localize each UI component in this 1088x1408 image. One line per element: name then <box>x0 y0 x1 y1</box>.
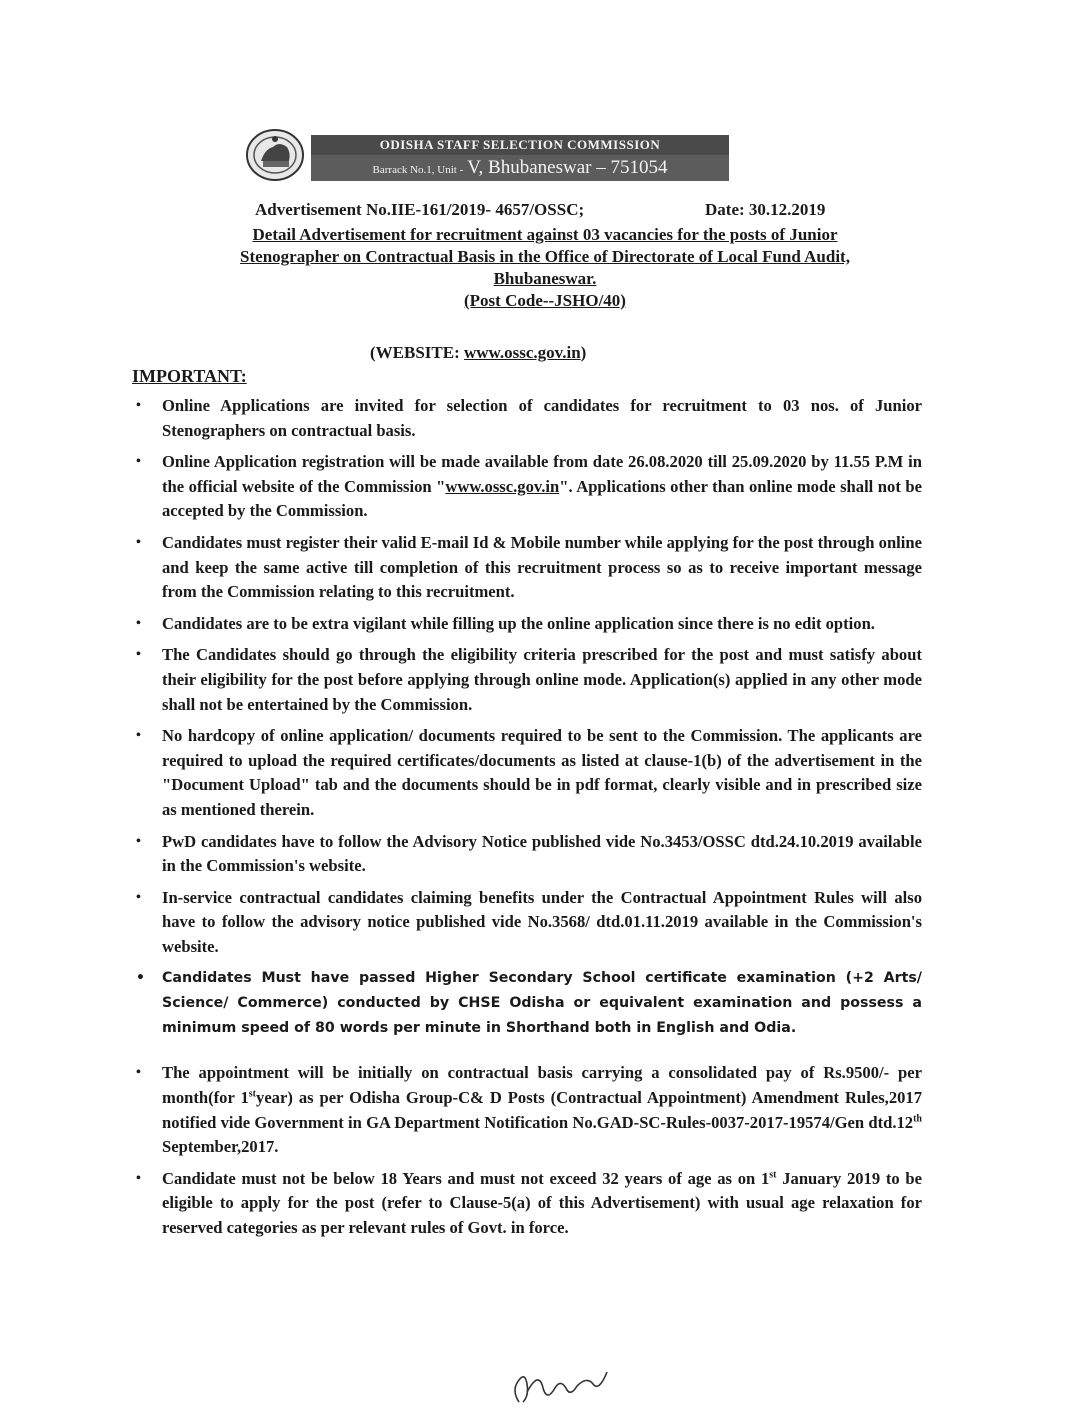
letterhead <box>243 127 739 185</box>
advertisement-line <box>255 200 855 220</box>
address-city: V, Bhubaneswar – 751054 <box>467 157 668 178</box>
advertisement-heading <box>150 224 940 312</box>
bullet-icon: • <box>136 534 141 550</box>
letterhead-title-band <box>311 135 729 155</box>
heading-line-3: Bhubaneswar. <box>493 269 597 288</box>
website-label: (WEBSITE: <box>370 343 464 362</box>
list-item: • Online Applications are invited for selection of candidates for recruitment to 03 nos. of Junior Stenographers on contractual basis. <box>136 396 922 440</box>
bullet-icon: • <box>136 615 141 631</box>
advertisement-date: Date: 30.12.2019 <box>705 200 826 219</box>
letterhead-address-band <box>311 155 729 181</box>
address-small: Barrack No.1, Unit - <box>372 164 464 176</box>
bullet-icon: • <box>136 970 145 987</box>
list-item: • The Candidates should go through the eligibility criteria prescribed for the post and must satisfy about their eligibility for the post before applying through online mode. Application(s) applied in any other mode shall not be entertained by the Commission. <box>136 645 922 714</box>
bullet-icon: • <box>136 833 141 849</box>
list-item: • The appointment will be initially on contractual basis carrying a consolidated pay of Rs.9500/- per month(for 1styear) as per Odisha Group-C& D Posts (Contractual Appointment) Amendment Rules,2017 notified vide Government in GA Department Notification No.GAD-SC-Rules-0037-2017-19574/Gen dtd.12th September,2017. <box>136 1063 923 1157</box>
handwritten-signature <box>505 1362 615 1406</box>
website-close: ) <box>580 343 587 362</box>
list-item: • In-service contractual candidates claiming benefits under the Contractual Appointment Rules will also have to follow the advisory notice published vide No.3568/ dtd.01.11.2019 available in the Commission's website. <box>136 887 922 956</box>
list-item: • Online Application registration will be made available from date 26.08.2020 till 25.09.2020 by 11.55 P.M in the official website of the Commission "www.ossc.gov.in". Applications other than online mode shall not be accepted by the Commission. <box>136 452 922 521</box>
list-item: • Candidates Must have passed Higher Secondary School certificate examination (+2 Arts/ Science/ Commerce) conducted by CHSE Odisha or equivalent examination and possess a minimum speed of 80 words per minute in Shorthand both in English and Odia. <box>132 966 922 1041</box>
state-emblem-icon <box>243 127 307 183</box>
bullet-icon: • <box>136 1170 141 1186</box>
bullet-icon: • <box>136 398 141 413</box>
heading-line-2: Stenographer on Contractual Basis in the Office of Directorate of Local Fund Audit, <box>240 247 850 266</box>
bullet-icon: • <box>136 889 141 905</box>
list-item: • PwD candidates have to follow the Advisory Notice published vide No.3453/OSSC dtd.24.10.2019 available in the Commission's website. <box>136 831 922 876</box>
bullet-icon: • <box>136 647 141 663</box>
website-link[interactable]: www.ossc.gov.in <box>445 476 560 496</box>
list-item: • Candidate must not be below 18 Years and must not exceed 32 years of age as on 1st January 2019 to be eligible to apply for the post (refer to Clause-5(a) of this Advertisement) with usual age relaxation for reserved categories as per relevant rules of Govt. in force. <box>136 1168 922 1238</box>
heading-line-1: Detail Advertisement for recruitment against 03 vacancies for the posts of Junior <box>252 225 838 244</box>
organization-name: ODISHA STAFF SELECTION COMMISSION <box>379 137 661 152</box>
bullet-icon: • <box>136 454 141 470</box>
organization-address <box>311 155 729 183</box>
list-item: • Candidates must register their valid E-mail Id & Mobile number while applying for the post through online and keep the same active till completion of this recruitment process so as to receive important message from the Commission relating to this recruitment. <box>136 532 922 602</box>
heading-line-4: (Post Code--JSHO/40) <box>464 291 626 310</box>
website-link[interactable]: www.ossc.gov.in <box>464 343 581 362</box>
advertisement-number: Advertisement No.IIE-161/2019- 4657/OSSC; <box>255 200 585 219</box>
important-heading: IMPORTANT: <box>132 366 247 386</box>
list-item: • Candidates are to be extra vigilant while filling up the online application since there is no edit option. <box>132 612 922 637</box>
bullet-icon: • <box>136 728 141 744</box>
instructions-list <box>132 394 922 1248</box>
bullet-icon: • <box>136 1065 141 1081</box>
list-item: • No hardcopy of online application/ documents required to be sent to the Commission. The applicants are required to upload the required certificates/documents as listed at clause-1(b) of the advertisement in the "Document Upload" tab and the documents should be in pdf format, clearly visible and in prescribed size as mentioned therein. <box>136 726 922 819</box>
website-line <box>370 343 586 363</box>
